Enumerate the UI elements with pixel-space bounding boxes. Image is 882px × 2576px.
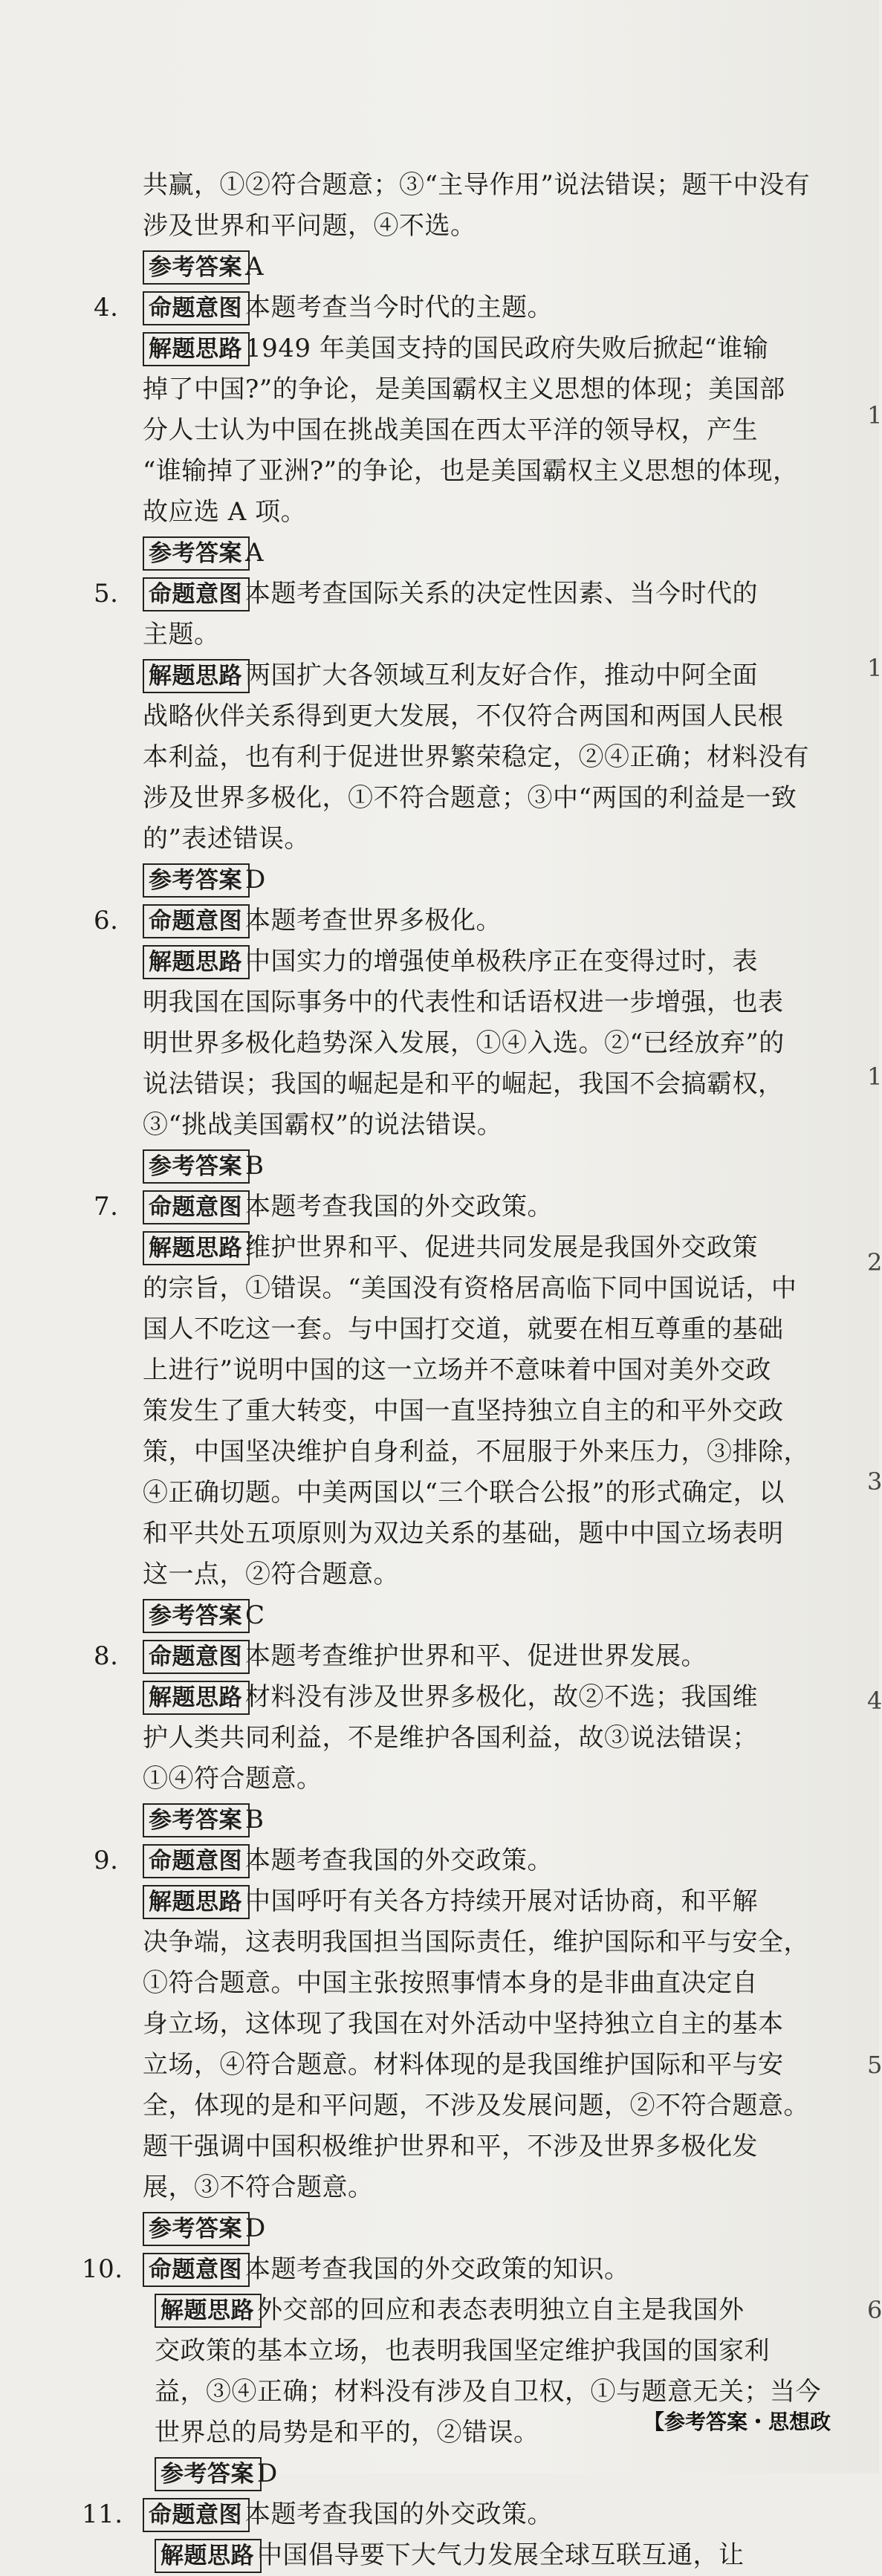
intent-tag: 命题意图 — [143, 1640, 245, 1674]
intent-tag: 命题意图 — [143, 1190, 245, 1224]
intent-text: 本题考查我国的外交政策。 — [245, 1192, 553, 1222]
thinking-line: 的宗旨，①错误。“美国没有资格居高临下同中国说话，中 — [143, 1274, 797, 1303]
intent-text: 本题考查当今时代的主题。 — [245, 293, 553, 322]
edge-number: 6 — [867, 2296, 882, 2324]
thinking-line: ③“挑战美国霸权”的说法错误。 — [143, 1110, 503, 1140]
thinking-line: 涉及世界多极化，①不符合题意；③中“两国的利益是一致 — [143, 783, 797, 813]
thinking-line: 掉了中国?”的争论，是美国霸权主义思想的体现；美国部 — [143, 374, 785, 404]
thinking-line: 护人类共同利益，不是维护各国利益，故③说法错误； — [143, 1723, 758, 1753]
answer-tag: 参考答案 — [143, 863, 245, 898]
thinking-line: ①符合题意。中国主张按照事情本身的是非曲直决定自 — [143, 1968, 758, 1998]
answer-value: A — [245, 538, 265, 568]
question-9 — [94, 1840, 817, 2249]
thinking-line: 外交部的回应和表态表明独立自主是我国外 — [257, 2295, 745, 2325]
edge-number: 2 — [867, 1248, 882, 1276]
intro-line-1: 共赢，①②符合题意；③“主导作用”说法错误；题干中没有 — [143, 170, 811, 200]
thinking-tag: 解题思路 — [143, 945, 245, 979]
thinking-line: 中国呼吁有关各方持续开展对话协商，和平解 — [245, 1886, 758, 1916]
question-number: 10. — [82, 2254, 123, 2284]
answer-value: C — [245, 1600, 265, 1630]
edge-number: 1 — [867, 401, 882, 429]
intent-text: 本题考查我国的外交政策。 — [245, 1846, 553, 1875]
thinking-line: 中国倡导要下大气力发展全球互联互通，让 — [257, 2540, 745, 2570]
answer-key-column — [82, 165, 821, 2576]
intent-tag: 命题意图 — [143, 291, 245, 325]
thinking-line: 明世界多极化趋势深入发展，①④入选。②“已经放弃”的 — [143, 1028, 785, 1058]
thinking-line: 战略伙伴关系得到更大发展，不仅符合两国和两国人民根 — [143, 701, 784, 731]
answer-value: D — [245, 2213, 266, 2243]
answer-tag: 参考答案 — [143, 1599, 245, 1633]
question-10 — [82, 2249, 821, 2494]
thinking-line: ①④符合题意。 — [143, 1764, 322, 1794]
answer-value: B — [245, 1151, 265, 1181]
thinking-tag: 解题思路 — [143, 1681, 245, 1715]
intent-text: 本题考查我国的外交政策。 — [245, 2499, 553, 2529]
answer-tag: 参考答案 — [143, 250, 245, 285]
thinking-line: 的”表述错误。 — [143, 824, 310, 854]
thinking-line: 展，③不符合题意。 — [143, 2173, 374, 2202]
edge-number: 4 — [867, 1687, 882, 1715]
question-number: 9. — [94, 1846, 119, 1875]
thinking-line: 材料没有涉及世界多极化，故②不选；我国维 — [245, 1682, 758, 1712]
question-number: 11. — [82, 2499, 123, 2529]
question-number: 8. — [94, 1641, 119, 1671]
intent-text: 本题考查维护世界和平、促进世界发展。 — [245, 1641, 707, 1671]
thinking-tag: 解题思路 — [143, 1885, 245, 1919]
intent-text: 主题。 — [143, 620, 220, 649]
intent-tag: 命题意图 — [143, 1844, 245, 1878]
intent-text: 本题考查我国的外交政策的知识。 — [245, 2254, 630, 2284]
thinking-line: 决争端，这表明我国担当国际责任，维护国际和平与安全， — [143, 1927, 809, 1957]
thinking-line: 故应选 A 项。 — [143, 497, 307, 527]
thinking-tag: 解题思路 — [143, 1231, 245, 1265]
edge-number: 3 — [867, 1467, 882, 1496]
intent-text: 本题考查世界多极化。 — [245, 906, 502, 935]
thinking-line: 分人士认为中国在挑战美国在西太平洋的领导权，产生 — [143, 415, 758, 445]
question-8 — [94, 1636, 817, 1840]
thinking-line: “谁输掉了亚洲?”的争论，也是美国霸权主义思想的体现， — [143, 456, 799, 486]
thinking-line: 1949 年美国支持的国民政府失败后掀起“谁输 — [245, 334, 769, 363]
thinking-line: 策发生了重大转变，中国一直坚持独立自主的和平外交政 — [143, 1396, 784, 1426]
thinking-tag: 解题思路 — [143, 332, 245, 366]
page-footer: 【参考答案・思想政 — [643, 2410, 831, 2434]
answer-value: D — [257, 2459, 278, 2488]
answer-value: B — [245, 1805, 265, 1834]
thinking-line: 世界总的局势是和平的，②错误。 — [155, 2418, 539, 2447]
thinking-line: 和平共处五项原则为双边关系的基础，题中中国立场表明 — [143, 1519, 784, 1548]
thinking-tag: 解题思路 — [143, 659, 245, 693]
answer-tag: 参考答案 — [143, 536, 245, 571]
question-number: 5. — [94, 579, 119, 609]
thinking-line: 明我国在国际事务中的代表性和话语权进一步增强，也表 — [143, 987, 784, 1017]
thinking-line: 本利益，也有利于促进世界繁荣稳定，②④正确；材料没有 — [143, 742, 809, 772]
question-11 — [82, 2494, 817, 2576]
question-number: 6. — [94, 906, 119, 935]
thinking-tag: 解题思路 — [155, 2539, 257, 2573]
thinking-line: 说法错误；我国的崛起是和平的崛起，我国不会搞霸权， — [143, 1069, 784, 1099]
intro-line-2: 涉及世界和平问题，④不选。 — [143, 211, 476, 241]
edge-number: 1 — [867, 654, 882, 682]
intro-answer — [119, 247, 817, 288]
intent-tag: 命题意图 — [143, 577, 245, 611]
thinking-line: 立场，④符合题意。材料体现的是我国维护国际和平与安 — [143, 2050, 784, 2080]
thinking-line: 国人不吃这一套。与中国打交道，就要在相互尊重的基础 — [143, 1314, 784, 1344]
thinking-line: 题干强调中国积极维护世界和平，不涉及世界多极化发 — [143, 2132, 758, 2161]
answer-tag: 参考答案 — [143, 1803, 245, 1837]
thinking-tag: 解题思路 — [155, 2294, 257, 2328]
thinking-line: 维护世界和平、促进共同发展是我国外交政策 — [245, 1233, 758, 1262]
intent-tag: 命题意图 — [143, 904, 245, 938]
question-number: 4. — [94, 293, 119, 322]
answer-tag: 参考答案 — [143, 2212, 245, 2246]
thinking-line: 两国扩大各领域互利友好合作，推动中阿全面 — [245, 661, 758, 690]
edge-number: 5 — [867, 2051, 882, 2079]
thinking-line: 全，体现的是和平问题，不涉及发展问题，②不符合题意。 — [143, 2091, 809, 2121]
intent-tag: 命题意图 — [143, 2253, 245, 2287]
thinking-line: ④正确切题。中美两国以“三个联合公报”的形式确定，以 — [143, 1478, 785, 1508]
thinking-line: 交政策的基本立场，也表明我国坚定维护我国的国家利 — [155, 2336, 770, 2366]
thinking-line: 这一点，②符合题意。 — [143, 1560, 399, 1589]
question-6 — [94, 901, 817, 1187]
answer-tag: 参考答案 — [143, 1149, 245, 1184]
edge-number: 1 — [867, 1062, 882, 1091]
thinking-line: 策，中国坚决维护自身利益，不屈服于外来压力，③排除， — [143, 1437, 809, 1467]
intent-text: 本题考查国际关系的决定性因素、当今时代的 — [245, 579, 758, 609]
thinking-line: 上进行”说明中国的这一立场并不意味着中国对美外交政 — [143, 1355, 771, 1385]
question-4 — [94, 288, 817, 574]
answer-tag: 参考答案 — [155, 2457, 257, 2491]
question-number: 7. — [94, 1192, 119, 1222]
thinking-line: 中国实力的增强使单极秩序正在变得过时，表 — [245, 947, 758, 976]
thinking-line: 身立场，这体现了我国在对外活动中坚持独立自主的基本 — [143, 2009, 784, 2039]
intro-answer-value: A — [245, 252, 265, 282]
question-7 — [94, 1187, 817, 1636]
intent-tag: 命题意图 — [143, 2498, 245, 2532]
question-5 — [94, 574, 817, 901]
answer-value: D — [245, 865, 266, 895]
thinking-line: 益，③④正确；材料没有涉及自卫权，①与题意无关；当今 — [155, 2377, 821, 2407]
